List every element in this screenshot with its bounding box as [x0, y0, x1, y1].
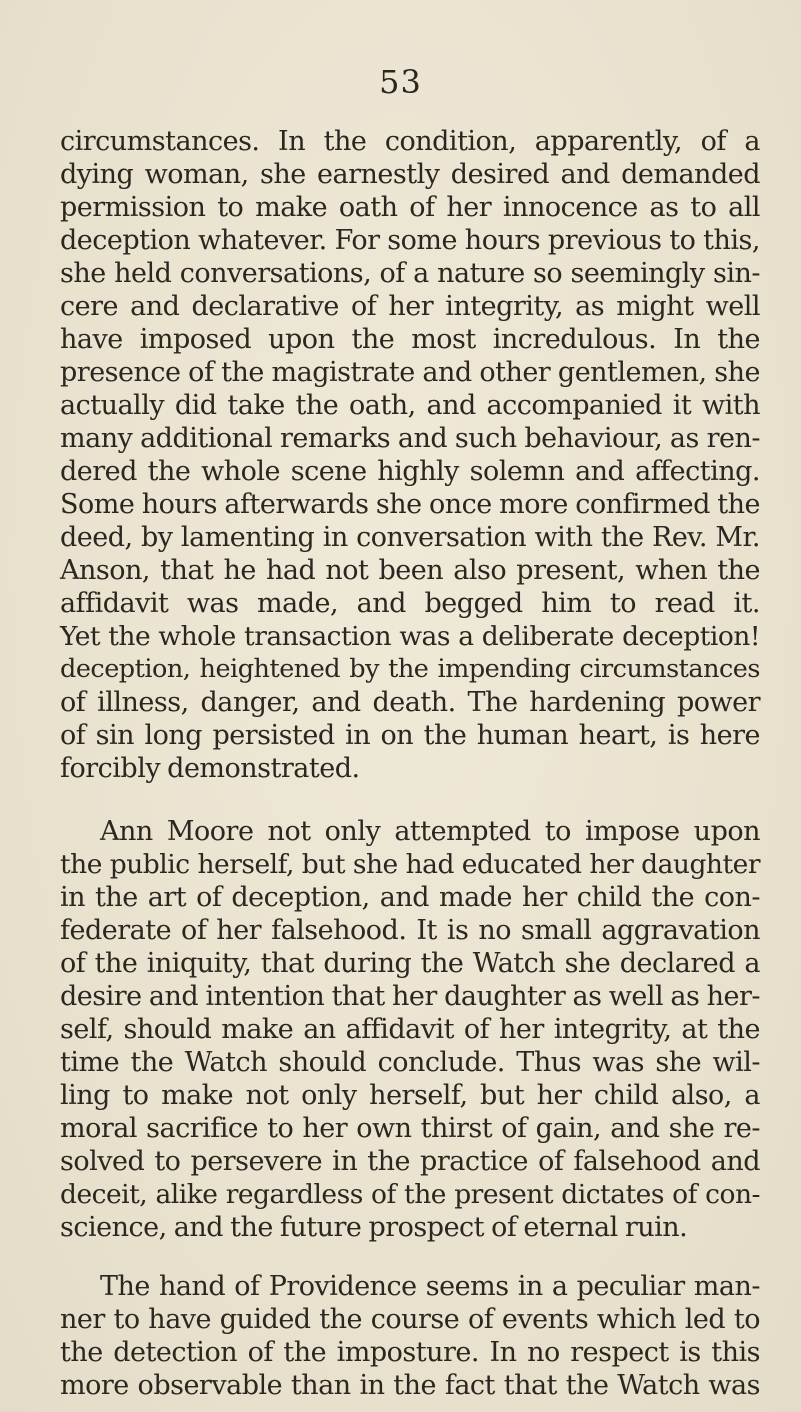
- paragraph-gap: [60, 1244, 760, 1270]
- text-line: Some hours afterwards she once more confirmed the: [60, 489, 760, 520]
- text-line: actually did take the oath, and accompanied it with: [60, 390, 760, 421]
- text-line: Ann Moore not only attempted to impose upon: [100, 816, 760, 847]
- text-line: ner to have guided the course of events which led to: [60, 1304, 760, 1335]
- text-line: deception, heightened by the impending circumstances: [60, 654, 760, 684]
- text-line: more observable than in the fact that the Watch was: [60, 1370, 760, 1401]
- text-line: of illness, danger, and death. The hardening power: [60, 687, 760, 718]
- text-line: in the art of deception, and made her child the con-: [60, 882, 760, 913]
- paragraph-3: [60, 1270, 760, 1402]
- text-line: cere and declarative of her integrity, as might well: [60, 291, 760, 322]
- text-line: dying woman, she earnestly desired and demanded: [60, 159, 760, 190]
- text-line: federate of her falsehood. It is no small aggravation: [60, 915, 760, 946]
- text-line: affidavit was made, and begged him to read it.: [60, 588, 760, 619]
- paragraph-1: [60, 125, 760, 785]
- text-line: solved to persevere in the practice of falsehood and: [60, 1146, 760, 1177]
- text-line: science, and the future prospect of eternal ruin.: [60, 1212, 688, 1243]
- text-line: circumstances. In the condition, apparently, of a: [60, 126, 760, 157]
- text-line: permission to make oath of her innocence as to all: [60, 192, 760, 223]
- text-line: time the Watch should conclude. Thus was she wil-: [60, 1047, 760, 1078]
- text-line: deceit, alike regardless of the present dictates of con-: [60, 1179, 760, 1210]
- text-line: deed, by lamenting in conversation with the Rev. Mr.: [60, 522, 760, 553]
- text-line: have imposed upon the most incredulous. In the: [60, 324, 760, 355]
- paragraph-2: [60, 815, 760, 1244]
- text-line: the public herself, but she had educated her daughter: [60, 849, 760, 880]
- text-line: of sin long persisted in on the human heart, is here: [60, 720, 760, 751]
- page-number: 53: [379, 63, 422, 101]
- text-line: dered the whole scene highly solemn and affecting.: [60, 456, 760, 487]
- text-line: of the iniquity, that during the Watch she declared a: [60, 948, 760, 979]
- text-line: many additional remarks and such behaviour, as ren-: [60, 423, 760, 454]
- text-line: the detection of the imposture. In no respect is this: [60, 1337, 760, 1368]
- text-line: ling to make not only herself, but her child also, a: [60, 1080, 760, 1111]
- text-line: deception whatever. For some hours previous to this,: [60, 225, 760, 256]
- text-line: presence of the magistrate and other gentlemen, she: [60, 357, 760, 388]
- text-line: Anson, that he had not been also present, when the: [60, 555, 760, 586]
- text-line: The hand of Providence seems in a peculiar man-: [100, 1271, 760, 1302]
- text-line: she held conversations, of a nature so seemingly sin-: [60, 258, 760, 289]
- text-line: Yet the whole transaction was a deliberate deception!: [60, 621, 760, 652]
- text-line: forcibly demonstrated.: [60, 753, 360, 784]
- body-text: [60, 125, 760, 1402]
- paragraph-gap: [60, 785, 760, 815]
- text-line: moral sacrifice to her own thirst of gain, and she re-: [60, 1113, 760, 1144]
- text-line: self, should make an affidavit of her integrity, at the: [60, 1014, 760, 1045]
- text-line: desire and intention that her daughter as well as her-: [60, 981, 760, 1012]
